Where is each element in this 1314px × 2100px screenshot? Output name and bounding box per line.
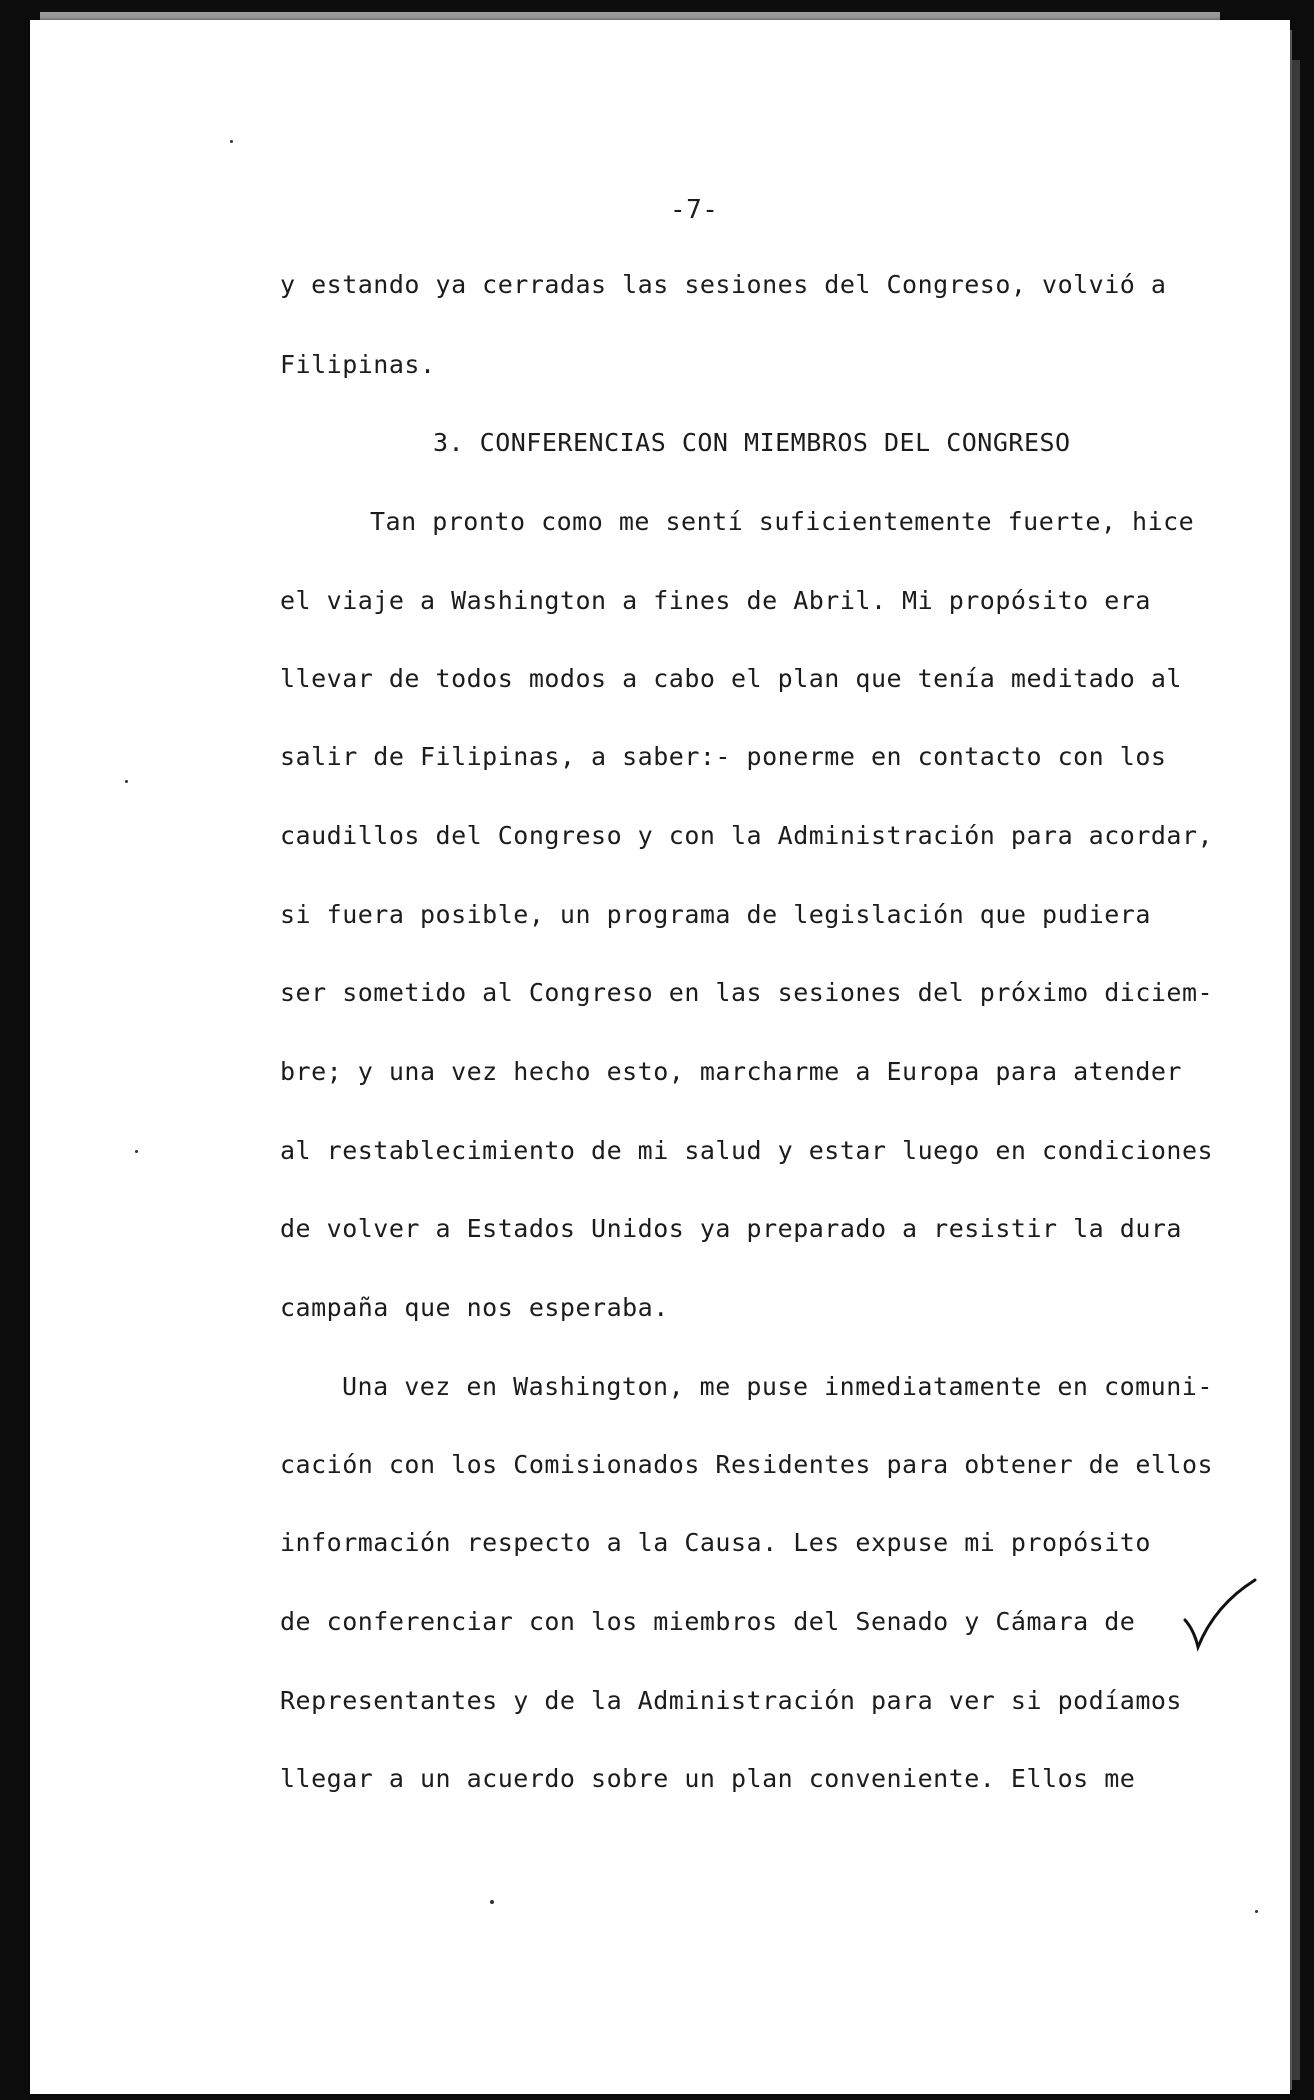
text-line-14: campaña que nos esperaba. (280, 1293, 669, 1322)
text-line-17: información respecto a la Causa. Les expuse mi propósito (280, 1528, 1151, 1557)
text-line-1: y estando ya cerradas las sesiones del Congreso, volvió a (280, 270, 1167, 299)
text-line-8: caudillos del Congreso y con la Administración para acordar, (280, 821, 1214, 850)
section-heading: 3. CONFERENCIAS CON MIEMBROS DEL CONGRESO (433, 428, 1071, 457)
text-line-6: llevar de todos modos a cabo el plan que tenía meditado al (280, 664, 1182, 693)
text-line-11: bre; y una vez hecho esto, marcharme a Europa para atender (280, 1057, 1182, 1086)
typewritten-page (30, 20, 1290, 2094)
text-line-20: llegar a un acuerdo sobre un plan conveniente. Ellos me (280, 1764, 1136, 1793)
text-line-16: cación con los Comisionados Residentes para obtener de ellos (280, 1450, 1214, 1479)
text-line-9: si fuera posible, un programa de legislación que pudiera (280, 900, 1151, 929)
text-line-2: Filipinas. (280, 350, 436, 379)
checkmark-icon (1180, 1575, 1260, 1655)
text-line-5: el viaje a Washington a fines de Abril. Mi propósito era (280, 586, 1151, 615)
text-line-15: Una vez en Washington, me puse inmediatamente en comuni- (342, 1372, 1213, 1401)
text-line-10: ser sometido al Congreso en las sesiones del próximo diciem- (280, 978, 1214, 1007)
scan-speck (490, 1900, 494, 1904)
text-line-19: Representantes y de la Administración para ver si podíamos (280, 1686, 1182, 1715)
scan-speck (230, 140, 233, 143)
scan-speck (125, 780, 128, 783)
text-line-18: de conferenciar con los miembros del Senado y Cámara de (280, 1607, 1136, 1636)
page-number: -7- (670, 195, 719, 225)
text-line-4: Tan pronto como me sentí suficientemente fuerte, hice (370, 507, 1195, 536)
page-edge-right-shadow (1292, 60, 1300, 2080)
text-line-13: de volver a Estados Unidos ya preparado a resistir la dura (280, 1214, 1182, 1243)
text-line-12: al restablecimiento de mi salud y estar luego en condiciones (280, 1136, 1214, 1165)
scan-speck (1255, 1910, 1258, 1913)
text-line-7: salir de Filipinas, a saber:- ponerme en contacto con los (280, 742, 1167, 771)
scan-speck (135, 1150, 138, 1153)
